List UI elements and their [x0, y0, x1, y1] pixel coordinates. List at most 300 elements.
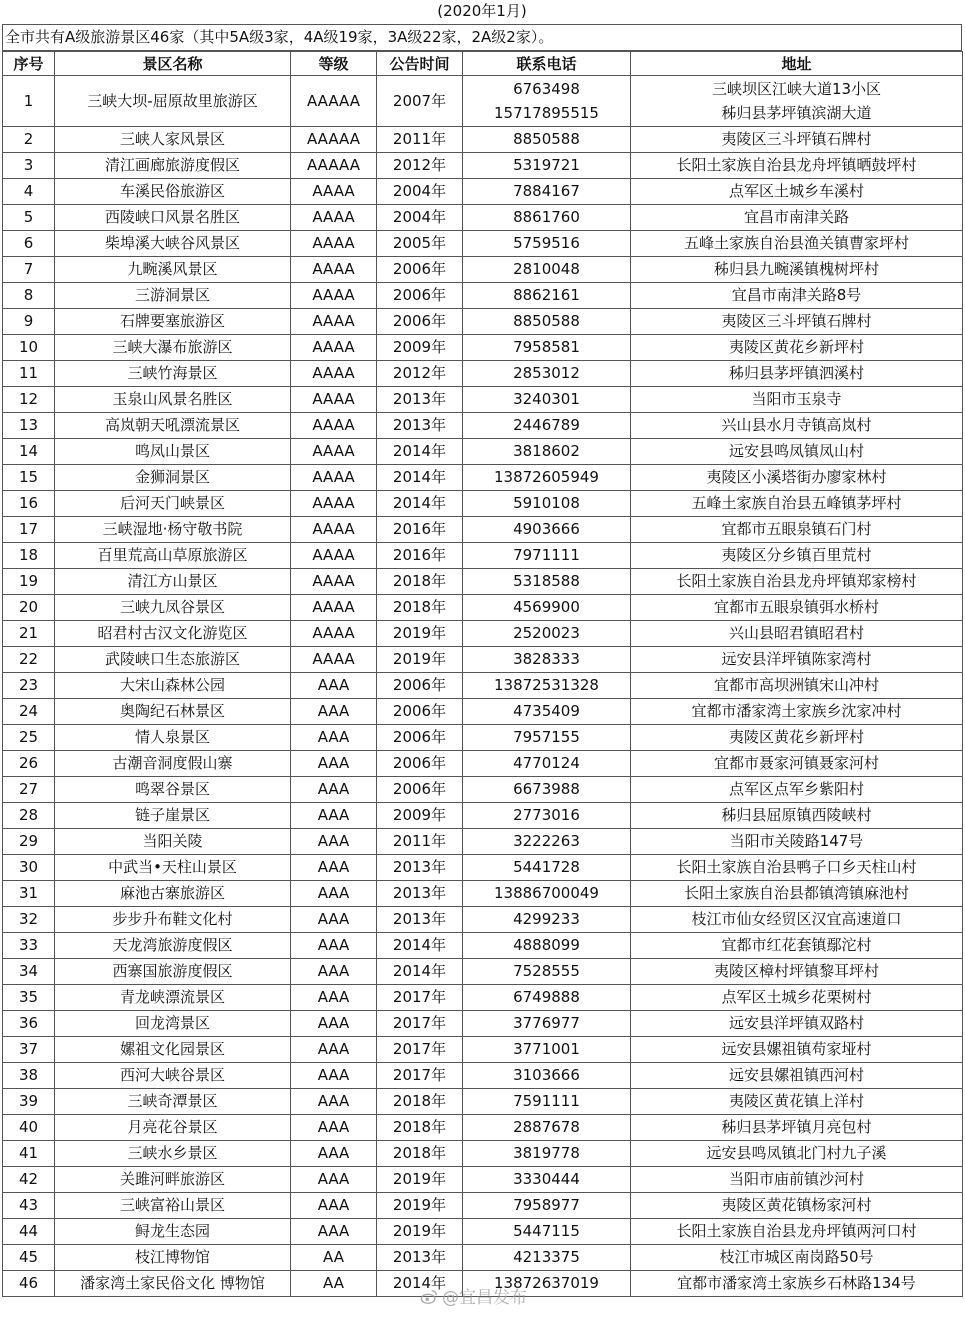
row-year: 2018年 — [377, 1115, 463, 1141]
row-phone: 4213375 — [463, 1245, 631, 1271]
row-name: 麻池古寨旅游区 — [55, 881, 291, 907]
row-address: 点军区土城乡花栗树村 — [631, 985, 963, 1011]
row-year: 2013年 — [377, 855, 463, 881]
row-address: 夷陵区黄花镇杨家河村 — [631, 1193, 963, 1219]
row-address: 枝江市城区南岗路50号 — [631, 1245, 963, 1271]
row-address: 夷陵区黄花乡新坪村 — [631, 335, 963, 361]
row-name: 三峡湿地·杨守敬书院 — [55, 517, 291, 543]
row-grade: AAA — [291, 1193, 377, 1219]
row-year: 2006年 — [377, 699, 463, 725]
row-year: 2006年 — [377, 673, 463, 699]
row-name: 三峡富裕山景区 — [55, 1193, 291, 1219]
table-row — [3, 543, 963, 569]
row-year: 2019年 — [377, 1167, 463, 1193]
row-name: 三峡奇潭景区 — [55, 1089, 291, 1115]
row-year: 2013年 — [377, 907, 463, 933]
row-grade: AAAA — [291, 231, 377, 257]
row-year: 2009年 — [377, 803, 463, 829]
row-phone: 3103666 — [463, 1063, 631, 1089]
row-address: 远安县嫘祖镇苟家垭村 — [631, 1037, 963, 1063]
row-index: 22 — [3, 647, 55, 673]
row-index: 10 — [3, 335, 55, 361]
row-phone: 3222263 — [463, 829, 631, 855]
row-grade: AAAA — [291, 439, 377, 465]
row-year: 2006年 — [377, 751, 463, 777]
row-index: 2 — [3, 127, 55, 153]
row-year: 2006年 — [377, 257, 463, 283]
row-year: 2018年 — [377, 595, 463, 621]
header-index: 序号 — [3, 52, 55, 76]
row-phone: 4903666 — [463, 517, 631, 543]
row-name: 三峡大瀑布旅游区 — [55, 335, 291, 361]
row-index: 33 — [3, 933, 55, 959]
row-name: 潘家湾土家民俗文化 博物馆 — [55, 1271, 291, 1297]
row-address: 宜都市潘家湾土家族乡石林路134号 — [631, 1271, 963, 1297]
table-row — [3, 803, 963, 829]
row-name: 石牌要塞旅游区 — [55, 309, 291, 335]
summary-text: 全市共有A级旅游景区46家（其中5A级3家，4A级19家，3A级22家，2A级2家）。 — [2, 25, 962, 51]
row-grade: AAAA — [291, 387, 377, 413]
header-grade: 等级 — [291, 52, 377, 76]
row-index: 46 — [3, 1271, 55, 1297]
row-name: 高岚朝天吼漂流景区 — [55, 413, 291, 439]
row-address: 远安县洋坪镇双路村 — [631, 1011, 963, 1037]
table-row — [3, 1115, 963, 1141]
row-year: 2017年 — [377, 1063, 463, 1089]
table-row — [3, 1193, 963, 1219]
row-phone: 3818602 — [463, 439, 631, 465]
row-address: 当阳市庙前镇沙河村 — [631, 1167, 963, 1193]
row-index: 41 — [3, 1141, 55, 1167]
watermark — [420, 1283, 527, 1308]
row-address-line: 三峡坝区江峡大道13小区 — [711, 80, 882, 98]
row-grade: AAAA — [291, 569, 377, 595]
row-address: 五峰土家族自治县渔关镇曹家坪村 — [631, 231, 963, 257]
row-phone: 2773016 — [463, 803, 631, 829]
row-year: 2005年 — [377, 231, 463, 257]
row-year: 2018年 — [377, 1089, 463, 1115]
row-phone: 6749888 — [463, 985, 631, 1011]
row-grade: AAAA — [291, 491, 377, 517]
row-index: 25 — [3, 725, 55, 751]
row-index: 9 — [3, 309, 55, 335]
row-year: 2014年 — [377, 1271, 463, 1297]
row-grade: AAA — [291, 1037, 377, 1063]
table-header-row — [3, 52, 963, 76]
weibo-icon — [420, 1288, 438, 1306]
table-body — [3, 76, 963, 1297]
row-year: 2016年 — [377, 517, 463, 543]
row-index: 14 — [3, 439, 55, 465]
row-year: 2014年 — [377, 959, 463, 985]
row-phone: 3819778 — [463, 1141, 631, 1167]
row-index: 19 — [3, 569, 55, 595]
row-index: 4 — [3, 179, 55, 205]
row-name: 天龙湾旅游度假区 — [55, 933, 291, 959]
row-phone: 3771001 — [463, 1037, 631, 1063]
row-year: 2012年 — [377, 361, 463, 387]
row-grade: AAAA — [291, 257, 377, 283]
row-address: 长阳土家族自治县都镇湾镇麻池村 — [631, 881, 963, 907]
row-grade: AAA — [291, 699, 377, 725]
row-index: 31 — [3, 881, 55, 907]
table-row — [3, 985, 963, 1011]
row-name: 三峡九凤谷景区 — [55, 595, 291, 621]
row-grade: AAAA — [291, 361, 377, 387]
row-name: 当阳关陵 — [55, 829, 291, 855]
row-index: 30 — [3, 855, 55, 881]
row-grade: AAA — [291, 1219, 377, 1245]
row-address: 远安县嫘祖镇西河村 — [631, 1063, 963, 1089]
table-row — [3, 127, 963, 153]
row-grade: AAAA — [291, 621, 377, 647]
table-row — [3, 751, 963, 777]
row-year: 2018年 — [377, 569, 463, 595]
row-year: 2019年 — [377, 1193, 463, 1219]
row-index: 42 — [3, 1167, 55, 1193]
row-address — [631, 76, 963, 127]
row-year: 2011年 — [377, 127, 463, 153]
row-index: 18 — [3, 543, 55, 569]
row-grade: AAAA — [291, 595, 377, 621]
row-index: 11 — [3, 361, 55, 387]
row-address: 夷陵区樟村坪镇黎耳坪村 — [631, 959, 963, 985]
scenic-area-sheet — [2, 0, 962, 1297]
table-row — [3, 361, 963, 387]
row-grade: AAA — [291, 933, 377, 959]
table-row — [3, 1219, 963, 1245]
row-phone: 4888099 — [463, 933, 631, 959]
row-name: 柴埠溪大峡谷风景区 — [55, 231, 291, 257]
row-name: 清江方山景区 — [55, 569, 291, 595]
row-name: 三峡人家风景区 — [55, 127, 291, 153]
row-phone: 13872605949 — [463, 465, 631, 491]
table-row — [3, 1037, 963, 1063]
row-year: 2006年 — [377, 777, 463, 803]
scenic-area-table — [2, 51, 963, 1297]
row-phone: 5910108 — [463, 491, 631, 517]
row-phone: 7591111 — [463, 1089, 631, 1115]
row-index: 32 — [3, 907, 55, 933]
row-year: 2006年 — [377, 309, 463, 335]
row-year: 2014年 — [377, 491, 463, 517]
row-address: 宜都市高坝洲镇宋山冲村 — [631, 673, 963, 699]
row-index: 13 — [3, 413, 55, 439]
row-year: 2014年 — [377, 933, 463, 959]
row-grade: AAA — [291, 777, 377, 803]
header-name: 景区名称 — [55, 52, 291, 76]
table-row — [3, 153, 963, 179]
row-grade: AAA — [291, 803, 377, 829]
row-phone: 4735409 — [463, 699, 631, 725]
row-address: 宜都市五眼泉镇弭水桥村 — [631, 595, 963, 621]
row-address: 夷陵区黄花乡新坪村 — [631, 725, 963, 751]
table-row — [3, 439, 963, 465]
row-grade: AAAA — [291, 413, 377, 439]
row-grade: AAAA — [291, 465, 377, 491]
table-row — [3, 335, 963, 361]
row-index: 8 — [3, 283, 55, 309]
row-year: 2013年 — [377, 413, 463, 439]
row-grade: AAA — [291, 881, 377, 907]
row-phone: 3240301 — [463, 387, 631, 413]
row-year: 2018年 — [377, 1141, 463, 1167]
table-row — [3, 829, 963, 855]
row-phone: 5447115 — [463, 1219, 631, 1245]
row-name: 关雎河畔旅游区 — [55, 1167, 291, 1193]
watermark-text: @宜昌发布 — [442, 1288, 527, 1308]
row-year: 2013年 — [377, 1245, 463, 1271]
table-row — [3, 569, 963, 595]
row-phone: 5319721 — [463, 153, 631, 179]
row-name: 月亮花谷景区 — [55, 1115, 291, 1141]
row-phone: 4569900 — [463, 595, 631, 621]
row-address: 远安县鸣凤镇凤山村 — [631, 439, 963, 465]
row-grade: AAA — [291, 1115, 377, 1141]
row-year: 2004年 — [377, 205, 463, 231]
table-row — [3, 491, 963, 517]
row-phone: 3828333 — [463, 647, 631, 673]
table-row — [3, 387, 963, 413]
row-index: 45 — [3, 1245, 55, 1271]
row-index: 17 — [3, 517, 55, 543]
row-name: 西寨国旅游度假区 — [55, 959, 291, 985]
row-grade: AAA — [291, 673, 377, 699]
row-grade: AAA — [291, 985, 377, 1011]
row-year: 2019年 — [377, 621, 463, 647]
row-index: 40 — [3, 1115, 55, 1141]
row-name: 链子崖景区 — [55, 803, 291, 829]
row-address: 远安县鸣凤镇北门村九子溪 — [631, 1141, 963, 1167]
row-phone: 5318588 — [463, 569, 631, 595]
row-year: 2017年 — [377, 1037, 463, 1063]
row-address: 五峰土家族自治县五峰镇茅坪村 — [631, 491, 963, 517]
row-grade: AA — [291, 1245, 377, 1271]
table-row — [3, 673, 963, 699]
row-index: 12 — [3, 387, 55, 413]
row-phone: 2446789 — [463, 413, 631, 439]
row-year: 2013年 — [377, 387, 463, 413]
row-address: 枝江市仙女经贸区汉宜高速道口 — [631, 907, 963, 933]
row-index: 39 — [3, 1089, 55, 1115]
row-name: 鲟龙生态园 — [55, 1219, 291, 1245]
row-index: 5 — [3, 205, 55, 231]
table-row — [3, 959, 963, 985]
table-row — [3, 933, 963, 959]
row-name: 回龙湾景区 — [55, 1011, 291, 1037]
row-phone: 6673988 — [463, 777, 631, 803]
row-year: 2017年 — [377, 985, 463, 1011]
header-year: 公告时间 — [377, 52, 463, 76]
table-row — [3, 413, 963, 439]
row-phone-line: 6763498 — [513, 80, 580, 98]
row-grade: AAA — [291, 829, 377, 855]
row-phone: 13886700049 — [463, 881, 631, 907]
row-name: 车溪民俗旅游区 — [55, 179, 291, 205]
row-phone: 5759516 — [463, 231, 631, 257]
row-phone: 7971111 — [463, 543, 631, 569]
row-index: 6 — [3, 231, 55, 257]
table-row — [3, 465, 963, 491]
row-phone: 2810048 — [463, 257, 631, 283]
row-index: 37 — [3, 1037, 55, 1063]
row-index: 44 — [3, 1219, 55, 1245]
row-year: 2016年 — [377, 543, 463, 569]
row-address: 长阳土家族自治县鸭子口乡天柱山村 — [631, 855, 963, 881]
row-name: 步步升布鞋文化村 — [55, 907, 291, 933]
row-year: 2007年 — [377, 76, 463, 127]
row-grade: AAA — [291, 907, 377, 933]
row-address: 宜昌市南津关路 — [631, 205, 963, 231]
row-phone: 4299233 — [463, 907, 631, 933]
row-address: 长阳土家族自治县龙舟坪镇两河口村 — [631, 1219, 963, 1245]
row-name: 九畹溪风景区 — [55, 257, 291, 283]
row-grade: AAAAA — [291, 127, 377, 153]
row-address: 秭归县九畹溪镇槐树坪村 — [631, 257, 963, 283]
row-name: 嫘祖文化园景区 — [55, 1037, 291, 1063]
row-address: 宜都市红花套镇鄢沱村 — [631, 933, 963, 959]
row-phone: 2887678 — [463, 1115, 631, 1141]
row-name: 三峡竹海景区 — [55, 361, 291, 387]
row-grade: AAAA — [291, 517, 377, 543]
row-phone: 8861760 — [463, 205, 631, 231]
row-year: 2014年 — [377, 465, 463, 491]
row-year: 2011年 — [377, 829, 463, 855]
row-address: 兴山县昭君镇昭君村 — [631, 621, 963, 647]
table-row — [3, 283, 963, 309]
row-index: 24 — [3, 699, 55, 725]
table-row — [3, 907, 963, 933]
row-index: 1 — [3, 76, 55, 127]
row-phone: 8850588 — [463, 127, 631, 153]
row-phone: 7884167 — [463, 179, 631, 205]
row-grade: AAA — [291, 1063, 377, 1089]
row-year: 2012年 — [377, 153, 463, 179]
row-address: 点军区土城乡车溪村 — [631, 179, 963, 205]
table-row — [3, 309, 963, 335]
table-row — [3, 777, 963, 803]
row-phone: 7958581 — [463, 335, 631, 361]
row-address: 宜都市聂家河镇聂家河村 — [631, 751, 963, 777]
row-address: 当阳市关陵路147号 — [631, 829, 963, 855]
table-row — [3, 1011, 963, 1037]
row-name: 中武当•天柱山景区 — [55, 855, 291, 881]
row-index: 28 — [3, 803, 55, 829]
row-index: 3 — [3, 153, 55, 179]
row-phone: 7528555 — [463, 959, 631, 985]
row-name: 奥陶纪石林景区 — [55, 699, 291, 725]
row-phone: 2520023 — [463, 621, 631, 647]
row-index: 38 — [3, 1063, 55, 1089]
table-row — [3, 517, 963, 543]
row-address: 长阳土家族自治县龙舟坪镇郑家榜村 — [631, 569, 963, 595]
table-row — [3, 231, 963, 257]
table-row — [3, 76, 963, 127]
row-index: 43 — [3, 1193, 55, 1219]
row-name: 枝江博物馆 — [55, 1245, 291, 1271]
row-grade: AAAA — [291, 283, 377, 309]
row-name: 古潮音洞度假山寨 — [55, 751, 291, 777]
table-row — [3, 621, 963, 647]
row-year: 2013年 — [377, 881, 463, 907]
table-row — [3, 1063, 963, 1089]
row-address: 夷陵区黄花镇上洋村 — [631, 1089, 963, 1115]
row-phone: 7957155 — [463, 725, 631, 751]
row-address: 秭归县茅坪镇泗溪村 — [631, 361, 963, 387]
row-phone: 13872637019 — [463, 1271, 631, 1297]
row-phone: 4770124 — [463, 751, 631, 777]
row-index: 23 — [3, 673, 55, 699]
row-name: 昭君村古汉文化游览区 — [55, 621, 291, 647]
row-grade: AAAAA — [291, 76, 377, 127]
row-year: 2006年 — [377, 725, 463, 751]
table-row — [3, 699, 963, 725]
row-year: 2019年 — [377, 647, 463, 673]
row-grade: AAA — [291, 855, 377, 881]
row-grade: AAA — [291, 1089, 377, 1115]
row-name: 青龙峡漂流景区 — [55, 985, 291, 1011]
row-year: 2004年 — [377, 179, 463, 205]
table-row — [3, 647, 963, 673]
row-index: 36 — [3, 1011, 55, 1037]
row-index: 7 — [3, 257, 55, 283]
row-grade: AA — [291, 1271, 377, 1297]
row-grade: AAA — [291, 1167, 377, 1193]
row-grade: AAAA — [291, 179, 377, 205]
row-phone: 13872531328 — [463, 673, 631, 699]
row-address: 宜都市五眼泉镇石门村 — [631, 517, 963, 543]
row-name: 百里荒高山草原旅游区 — [55, 543, 291, 569]
row-address: 夷陵区三斗坪镇石牌村 — [631, 127, 963, 153]
row-name: 西河大峡谷景区 — [55, 1063, 291, 1089]
sheet-date-title: (2020年1月) — [2, 0, 962, 25]
row-phone: 8850588 — [463, 309, 631, 335]
table-row — [3, 1089, 963, 1115]
row-name: 玉泉山风景名胜区 — [55, 387, 291, 413]
row-grade: AAAA — [291, 543, 377, 569]
row-address-line: 秭归县茅坪镇滨湖大道 — [721, 104, 872, 122]
table-row — [3, 881, 963, 907]
row-phone-line: 15717895515 — [494, 104, 599, 122]
row-grade: AAAA — [291, 647, 377, 673]
row-year: 2006年 — [377, 283, 463, 309]
row-address: 夷陵区三斗坪镇石牌村 — [631, 309, 963, 335]
row-index: 26 — [3, 751, 55, 777]
row-name: 鸣翠谷景区 — [55, 777, 291, 803]
row-address: 长阳土家族自治县龙舟坪镇晒鼓坪村 — [631, 153, 963, 179]
row-name: 大宋山森林公园 — [55, 673, 291, 699]
row-phone: 7958977 — [463, 1193, 631, 1219]
row-phone: 8862161 — [463, 283, 631, 309]
row-phone: 3776977 — [463, 1011, 631, 1037]
row-grade: AAA — [291, 725, 377, 751]
row-name: 后河天门峡景区 — [55, 491, 291, 517]
row-name: 鸣凤山景区 — [55, 439, 291, 465]
table-row — [3, 257, 963, 283]
row-grade: AAA — [291, 751, 377, 777]
row-phone: 3330444 — [463, 1167, 631, 1193]
row-address: 宜都市潘家湾土家族乡沈家冲村 — [631, 699, 963, 725]
header-address: 地址 — [631, 52, 963, 76]
row-grade: AAAA — [291, 335, 377, 361]
row-index: 20 — [3, 595, 55, 621]
row-grade: AAAA — [291, 205, 377, 231]
row-name: 三峡水乡景区 — [55, 1141, 291, 1167]
row-grade: AAA — [291, 1141, 377, 1167]
row-address: 点军区点军乡紫阳村 — [631, 777, 963, 803]
row-name: 三游洞景区 — [55, 283, 291, 309]
row-grade: AAAAA — [291, 153, 377, 179]
